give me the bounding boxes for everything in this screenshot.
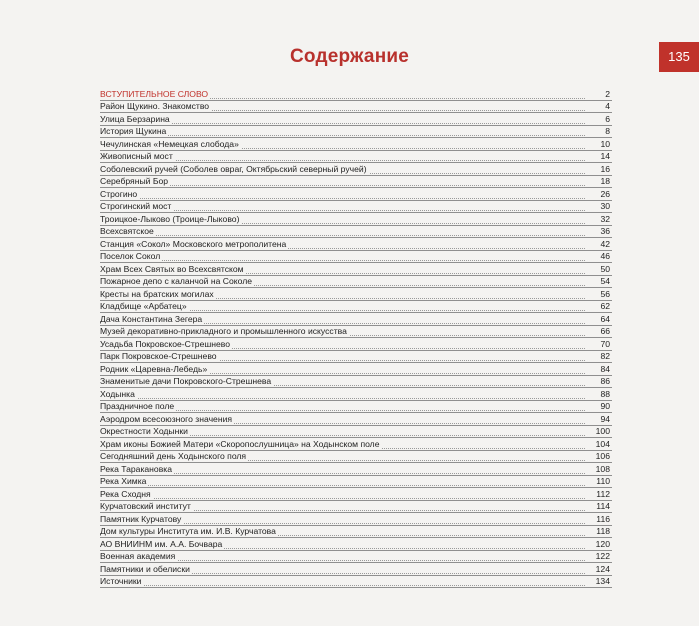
toc-entry xyxy=(100,388,612,401)
toc-entry xyxy=(100,376,612,389)
toc-entry xyxy=(100,488,612,501)
toc-entry-page-number: 134 xyxy=(595,576,610,586)
toc-entry-page-number: 120 xyxy=(595,538,610,549)
toc-entry-page-number: 16 xyxy=(600,163,610,174)
toc-entry-title: Река Сходня xyxy=(100,488,151,499)
toc-entry-title: Троицкое-Лыково (Троице-Лыково) xyxy=(100,213,240,224)
toc-entry-page-number: 104 xyxy=(595,438,610,449)
toc-entry-page-number: 108 xyxy=(595,463,610,474)
toc-entry-page-number: 66 xyxy=(600,326,610,336)
toc-entry-page-number: 112 xyxy=(596,488,610,499)
toc-entry xyxy=(100,413,612,426)
dot-leader xyxy=(100,498,585,499)
toc-entry-title: Чечулинская «Немецкая слобода» xyxy=(100,138,239,149)
toc-entry xyxy=(100,363,612,376)
table-of-contents xyxy=(100,88,612,588)
toc-entry xyxy=(100,88,612,101)
toc-entry xyxy=(100,326,612,339)
toc-entry-title: Ходынка xyxy=(100,388,135,399)
toc-entry-title: Аэродром всесоюзного значения xyxy=(100,413,233,424)
toc-entry-title: Сегодняшний день Ходынского поля xyxy=(100,451,247,461)
toc-entry-page-number: 26 xyxy=(600,188,610,199)
toc-entry-title: Соболевский ручей (Соболев овраг, Октябрьский северный ручей) xyxy=(100,163,367,174)
toc-entry-title: Строгино xyxy=(100,188,138,199)
dot-leader xyxy=(100,185,585,186)
toc-entry-title: Серебряный Бор xyxy=(100,176,169,186)
toc-entry xyxy=(100,113,612,126)
toc-entry-title: Родник «Царевна-Лебедь» xyxy=(100,363,208,374)
toc-entry-title: Окрестности Ходынки xyxy=(100,426,188,436)
toc-entry xyxy=(100,451,612,464)
dot-leader xyxy=(100,485,585,486)
toc-entry-title: Парк Покровское-Стрешнево xyxy=(100,351,217,361)
toc-entry-title: Музей декоративно-прикладного и промышленного искусства xyxy=(100,326,347,336)
toc-entry-page-number: 4 xyxy=(605,101,610,111)
toc-entry xyxy=(100,151,612,164)
toc-entry-title: Источники xyxy=(100,576,142,586)
dot-leader xyxy=(100,398,585,399)
toc-entry xyxy=(100,201,612,214)
toc-entry-page-number: 10 xyxy=(600,138,610,149)
toc-entry xyxy=(100,301,612,314)
toc-entry xyxy=(100,138,612,151)
toc-entry-page-number: 124 xyxy=(595,563,610,574)
toc-entry-page-number: 90 xyxy=(600,401,610,411)
toc-entry xyxy=(100,163,612,176)
toc-entry-page-number: 54 xyxy=(600,276,610,286)
toc-entry-page-number: 50 xyxy=(600,263,610,274)
page-number-badge: 135 xyxy=(659,42,699,72)
toc-entry-title: История Щукина xyxy=(100,126,167,136)
dot-leader xyxy=(100,123,585,124)
toc-entry-title: Район Щукино. Знакомство xyxy=(100,101,210,111)
toc-entry xyxy=(100,238,612,251)
toc-entry xyxy=(100,426,612,439)
toc-entry-page-number: 106 xyxy=(595,451,610,461)
toc-entry-title: Храм иконы Божией Матери «Скоропослушница» на Ходынском поле xyxy=(100,438,380,449)
toc-entry-page-number: 122 xyxy=(595,551,610,561)
toc-entry xyxy=(100,438,612,451)
toc-entry-page-number: 2 xyxy=(605,88,610,99)
toc-entry-title: Всехсвятское xyxy=(100,226,154,236)
toc-entry-page-number: 8 xyxy=(605,126,610,136)
toc-entry-title: Поселок Сокол xyxy=(100,251,161,261)
toc-entry-page-number: 82 xyxy=(600,351,610,361)
toc-entry-page-number: 64 xyxy=(600,313,610,324)
toc-entry-page-number: 18 xyxy=(600,176,610,186)
page-title: Содержание xyxy=(289,46,410,67)
toc-entry-title: Дом культуры Института им. И.В. Курчатова xyxy=(100,526,276,536)
toc-entry-title: Курчатовский институт xyxy=(100,501,191,511)
toc-entry xyxy=(100,276,612,289)
dot-leader xyxy=(100,585,585,586)
toc-entry-title: Храм Всех Святых во Всехсвятском xyxy=(100,263,244,274)
toc-entry xyxy=(100,126,612,139)
toc-entry-page-number: 86 xyxy=(600,376,610,386)
toc-entry xyxy=(100,176,612,189)
toc-entry xyxy=(100,338,612,351)
toc-entry-page-number: 62 xyxy=(600,301,610,311)
toc-entry-page-number: 100 xyxy=(595,426,610,436)
toc-entry-page-number: 70 xyxy=(600,338,610,349)
toc-entry-page-number: 114 xyxy=(596,501,610,511)
toc-entry-page-number: 56 xyxy=(600,288,610,299)
toc-entry-title: Живописный мост xyxy=(100,151,173,161)
toc-entry xyxy=(100,213,612,226)
toc-entry-page-number: 94 xyxy=(600,413,610,424)
dot-leader xyxy=(100,135,585,136)
toc-entry-page-number: 46 xyxy=(600,251,610,261)
toc-entry xyxy=(100,476,612,489)
dot-leader xyxy=(100,260,585,261)
toc-entry-title: Река Таракановка xyxy=(100,463,172,474)
toc-entry xyxy=(100,188,612,201)
toc-entry xyxy=(100,101,612,114)
toc-entry-page-number: 116 xyxy=(596,513,610,524)
toc-entry xyxy=(100,251,612,264)
toc-entry xyxy=(100,526,612,539)
toc-entry-title: АО ВНИИНМ им. А.А. Бочвара xyxy=(100,538,223,549)
toc-entry xyxy=(100,501,612,514)
toc-entry xyxy=(100,551,612,564)
toc-entry-page-number: 88 xyxy=(600,388,610,399)
toc-entry-title: Река Химка xyxy=(100,476,147,486)
toc-entry xyxy=(100,576,612,589)
toc-entry-page-number: 84 xyxy=(600,363,610,374)
toc-entry-page-number: 32 xyxy=(600,213,610,224)
toc-entry xyxy=(100,463,612,476)
toc-entry-title: Кресты на братских могилах xyxy=(100,288,214,299)
toc-entry-title: Улица Берзарина xyxy=(100,113,170,124)
toc-entry-title: ВСТУПИТЕЛЬНОЕ СЛОВО xyxy=(100,88,209,99)
toc-entry-title: Пожарное депо с каланчой на Соколе xyxy=(100,276,253,286)
toc-entry xyxy=(100,263,612,276)
toc-entry xyxy=(100,513,612,526)
toc-entry xyxy=(100,313,612,326)
toc-entry-page-number: 42 xyxy=(600,238,610,249)
toc-entry-title: Военная академия xyxy=(100,551,176,561)
toc-entry-title: Станция «Сокол» Московского метрополитена xyxy=(100,238,287,249)
toc-entry-title: Памятник Курчатову xyxy=(100,513,182,524)
toc-entry-title: Праздничное поле xyxy=(100,401,175,411)
toc-entry xyxy=(100,401,612,414)
toc-entry-page-number: 118 xyxy=(596,526,610,536)
toc-entry xyxy=(100,563,612,576)
toc-entry xyxy=(100,538,612,551)
toc-entry-title: Дача Константина Зегера xyxy=(100,313,203,324)
toc-entry-title: Памятники и обелиски xyxy=(100,563,190,574)
toc-entry xyxy=(100,288,612,301)
toc-entry-page-number: 30 xyxy=(600,201,610,211)
toc-entry-page-number: 6 xyxy=(605,113,610,124)
toc-entry xyxy=(100,351,612,364)
toc-entry-title: Кладбище «Арбатец» xyxy=(100,301,187,311)
toc-entry-page-number: 36 xyxy=(600,226,610,236)
toc-entry xyxy=(100,226,612,239)
toc-entry-title: Усадьба Покровское-Стрешнево xyxy=(100,338,231,349)
toc-entry-title: Строгинский мост xyxy=(100,201,172,211)
toc-entry-title: Знаменитые дачи Покровского-Стрешнева xyxy=(100,376,272,386)
dot-leader xyxy=(100,235,585,236)
toc-entry-page-number: 14 xyxy=(600,151,610,161)
toc-entry-page-number: 110 xyxy=(596,476,610,486)
dot-leader xyxy=(100,198,585,199)
